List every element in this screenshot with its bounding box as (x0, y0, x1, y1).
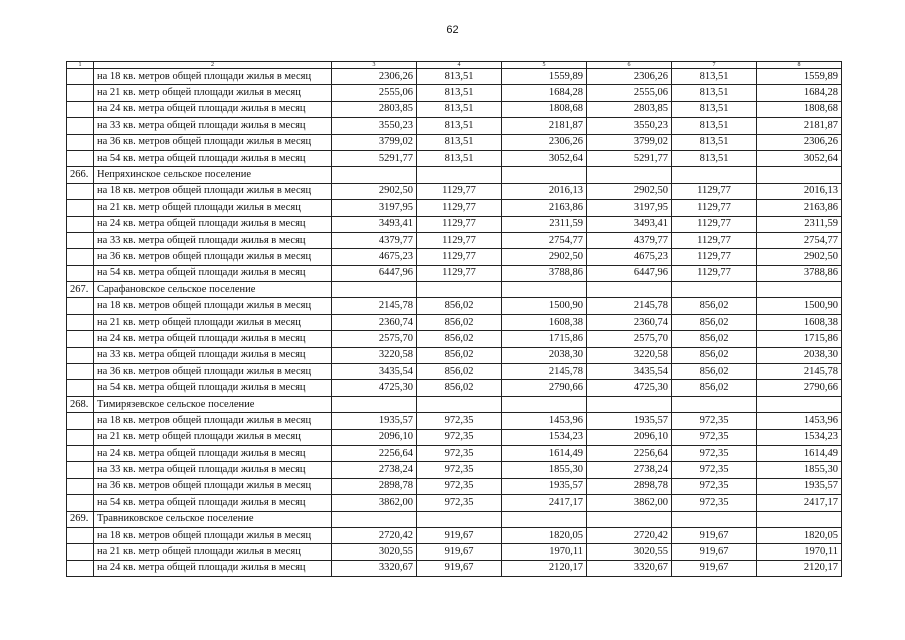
column-number: 3 (332, 62, 417, 69)
value-cell: 1614,49 (502, 445, 587, 461)
value-cell: 2306,26 (502, 134, 587, 150)
value-cell: 972,35 (417, 429, 502, 445)
value-cell: 972,35 (417, 495, 502, 511)
value-cell: 3435,54 (587, 364, 672, 380)
value-cell: 856,02 (417, 347, 502, 363)
value-cell (332, 282, 417, 298)
value-cell: 2555,06 (587, 85, 672, 101)
settlement-row (67, 282, 842, 298)
value-cell: 1970,11 (757, 544, 842, 560)
value-cell (757, 167, 842, 183)
value-cell: 1820,05 (502, 527, 587, 543)
row-number: 269. (67, 511, 94, 527)
value-cell (757, 396, 842, 412)
value-cell (417, 396, 502, 412)
value-cell: 2163,86 (757, 200, 842, 216)
value-cell: 2902,50 (757, 249, 842, 265)
value-cell: 856,02 (672, 314, 757, 330)
value-cell: 2738,24 (587, 462, 672, 478)
row-number (67, 265, 94, 281)
table-row (67, 347, 842, 363)
value-cell: 2145,78 (757, 364, 842, 380)
value-cell: 856,02 (672, 380, 757, 396)
value-cell (672, 282, 757, 298)
value-cell: 1129,77 (417, 216, 502, 232)
settlement-row (67, 167, 842, 183)
value-cell (417, 282, 502, 298)
value-cell: 1559,89 (502, 69, 587, 85)
value-cell: 2360,74 (332, 314, 417, 330)
value-cell: 3788,86 (502, 265, 587, 281)
value-cell: 919,67 (417, 560, 502, 576)
value-cell: 813,51 (417, 101, 502, 117)
row-number (67, 200, 94, 216)
value-cell: 2575,70 (587, 331, 672, 347)
row-number (67, 85, 94, 101)
value-cell: 813,51 (672, 134, 757, 150)
value-cell: 2145,78 (502, 364, 587, 380)
value-cell: 813,51 (417, 134, 502, 150)
value-cell: 1935,57 (502, 478, 587, 494)
value-cell: 6447,96 (332, 265, 417, 281)
table-row (67, 216, 842, 232)
value-cell: 3493,41 (587, 216, 672, 232)
row-number (67, 527, 94, 543)
table-row (67, 462, 842, 478)
value-cell: 972,35 (417, 478, 502, 494)
table-row (67, 265, 842, 281)
row-label: на 54 кв. метра общей площади жилья в месяц (94, 495, 332, 511)
value-cell: 972,35 (672, 495, 757, 511)
value-cell: 919,67 (672, 544, 757, 560)
value-cell: 2555,06 (332, 85, 417, 101)
value-cell (587, 167, 672, 183)
value-cell: 919,67 (417, 527, 502, 543)
value-cell: 1684,28 (757, 85, 842, 101)
value-cell (332, 396, 417, 412)
table-row (67, 183, 842, 199)
value-cell: 972,35 (417, 445, 502, 461)
value-cell: 919,67 (672, 560, 757, 576)
value-cell: 972,35 (672, 413, 757, 429)
value-cell: 972,35 (672, 429, 757, 445)
value-cell: 813,51 (672, 118, 757, 134)
value-cell (672, 396, 757, 412)
value-cell: 1129,77 (417, 200, 502, 216)
value-cell: 3197,95 (332, 200, 417, 216)
row-number (67, 364, 94, 380)
value-cell: 2720,42 (587, 527, 672, 543)
value-cell: 1935,57 (332, 413, 417, 429)
value-cell: 813,51 (417, 69, 502, 85)
row-number (67, 445, 94, 461)
column-number: 2 (94, 62, 332, 69)
row-label: на 18 кв. метров общей площади жилья в месяц (94, 298, 332, 314)
value-cell: 1684,28 (502, 85, 587, 101)
value-cell: 3862,00 (332, 495, 417, 511)
table-row (67, 495, 842, 511)
value-cell: 2803,85 (332, 101, 417, 117)
value-cell: 2898,78 (587, 478, 672, 494)
row-label: на 18 кв. метров общей площади жилья в месяц (94, 413, 332, 429)
table-row (67, 314, 842, 330)
value-cell: 2898,78 (332, 478, 417, 494)
value-cell: 3052,64 (757, 150, 842, 166)
value-cell: 2902,50 (332, 183, 417, 199)
row-number (67, 101, 94, 117)
value-cell: 3550,23 (587, 118, 672, 134)
value-cell: 972,35 (672, 478, 757, 494)
value-cell: 919,67 (672, 527, 757, 543)
value-cell: 1970,11 (502, 544, 587, 560)
value-cell: 1935,57 (587, 413, 672, 429)
value-cell (502, 396, 587, 412)
row-number (67, 134, 94, 150)
value-cell (417, 167, 502, 183)
value-cell: 1608,38 (502, 314, 587, 330)
table-row (67, 298, 842, 314)
value-cell: 919,67 (417, 544, 502, 560)
value-cell: 2311,59 (757, 216, 842, 232)
row-label: на 21 кв. метр общей площади жилья в месяц (94, 314, 332, 330)
column-number: 1 (67, 62, 94, 69)
value-cell (672, 511, 757, 527)
value-cell: 2306,26 (587, 69, 672, 85)
value-cell: 3197,95 (587, 200, 672, 216)
table-row (67, 150, 842, 166)
value-cell (332, 511, 417, 527)
row-number (67, 118, 94, 134)
row-label: на 36 кв. метров общей площади жилья в месяц (94, 134, 332, 150)
row-label: на 54 кв. метра общей площади жилья в месяц (94, 265, 332, 281)
value-cell: 972,35 (417, 413, 502, 429)
table-row (67, 118, 842, 134)
value-cell (757, 511, 842, 527)
value-cell: 1715,86 (757, 331, 842, 347)
value-cell: 1129,77 (417, 232, 502, 248)
row-label: на 24 кв. метра общей площади жилья в месяц (94, 445, 332, 461)
settlement-name: Тимирязевское сельское поселение (94, 396, 332, 412)
value-cell: 1129,77 (672, 265, 757, 281)
value-cell: 2120,17 (502, 560, 587, 576)
value-cell: 813,51 (417, 85, 502, 101)
value-cell: 2306,26 (332, 69, 417, 85)
value-cell: 856,02 (672, 331, 757, 347)
row-number (67, 462, 94, 478)
row-label: на 18 кв. метров общей площади жилья в месяц (94, 527, 332, 543)
row-label: на 36 кв. метров общей площади жилья в месяц (94, 364, 332, 380)
row-number (67, 429, 94, 445)
value-cell: 2145,78 (332, 298, 417, 314)
row-label: на 21 кв. метр общей площади жилья в месяц (94, 85, 332, 101)
value-cell: 2038,30 (757, 347, 842, 363)
row-label: на 33 кв. метра общей площади жилья в месяц (94, 347, 332, 363)
value-cell: 2417,17 (502, 495, 587, 511)
value-cell: 2575,70 (332, 331, 417, 347)
value-cell: 1129,77 (672, 249, 757, 265)
value-cell: 2145,78 (587, 298, 672, 314)
value-cell: 2306,26 (757, 134, 842, 150)
value-cell: 813,51 (672, 150, 757, 166)
settlement-name: Травниковское сельское поселение (94, 511, 332, 527)
value-cell: 2096,10 (587, 429, 672, 445)
value-cell: 4675,23 (332, 249, 417, 265)
column-number: 5 (502, 62, 587, 69)
value-cell: 3799,02 (332, 134, 417, 150)
row-number (67, 314, 94, 330)
value-cell: 1453,96 (502, 413, 587, 429)
value-cell: 1129,77 (672, 200, 757, 216)
row-label: на 21 кв. метр общей площади жилья в месяц (94, 429, 332, 445)
value-cell: 4725,30 (587, 380, 672, 396)
table-row (67, 445, 842, 461)
value-cell: 1500,90 (757, 298, 842, 314)
row-number (67, 347, 94, 363)
value-cell: 3052,64 (502, 150, 587, 166)
value-cell: 1129,77 (417, 249, 502, 265)
value-cell: 2790,66 (502, 380, 587, 396)
value-cell: 2738,24 (332, 462, 417, 478)
value-cell: 1129,77 (417, 183, 502, 199)
table-row (67, 101, 842, 117)
row-number (67, 560, 94, 576)
value-cell: 3220,58 (332, 347, 417, 363)
value-cell: 856,02 (417, 364, 502, 380)
value-cell: 2902,50 (587, 183, 672, 199)
value-cell (672, 167, 757, 183)
value-cell: 813,51 (417, 118, 502, 134)
table-row (67, 413, 842, 429)
table-row (67, 429, 842, 445)
value-cell: 856,02 (672, 364, 757, 380)
value-cell (502, 511, 587, 527)
value-cell: 2902,50 (502, 249, 587, 265)
value-cell: 856,02 (417, 314, 502, 330)
value-cell: 856,02 (417, 331, 502, 347)
value-cell (332, 167, 417, 183)
value-cell: 2163,86 (502, 200, 587, 216)
value-cell: 2754,77 (502, 232, 587, 248)
row-number (67, 183, 94, 199)
row-label: на 21 кв. метр общей площади жилья в месяц (94, 544, 332, 560)
value-cell (502, 282, 587, 298)
value-cell: 972,35 (672, 445, 757, 461)
value-cell: 972,35 (672, 462, 757, 478)
value-cell: 4379,77 (332, 232, 417, 248)
row-number (67, 380, 94, 396)
value-cell: 1453,96 (757, 413, 842, 429)
value-cell: 2720,42 (332, 527, 417, 543)
value-cell: 2096,10 (332, 429, 417, 445)
value-cell: 2311,59 (502, 216, 587, 232)
table-row (67, 380, 842, 396)
table-row (67, 69, 842, 85)
value-cell: 3435,54 (332, 364, 417, 380)
value-cell (502, 167, 587, 183)
value-cell: 2181,87 (502, 118, 587, 134)
value-cell: 5291,77 (332, 150, 417, 166)
row-number (67, 331, 94, 347)
value-cell: 856,02 (672, 298, 757, 314)
value-cell (417, 511, 502, 527)
row-number (67, 495, 94, 511)
table-row (67, 364, 842, 380)
table-row (67, 560, 842, 576)
table-body (67, 62, 842, 577)
row-label: на 54 кв. метра общей площади жилья в месяц (94, 380, 332, 396)
value-cell (587, 282, 672, 298)
value-cell: 4725,30 (332, 380, 417, 396)
value-cell: 813,51 (672, 69, 757, 85)
value-cell: 2256,64 (332, 445, 417, 461)
value-cell: 1500,90 (502, 298, 587, 314)
value-cell: 813,51 (417, 150, 502, 166)
value-cell: 3320,67 (587, 560, 672, 576)
table-row (67, 134, 842, 150)
table-row (67, 478, 842, 494)
value-cell: 2016,13 (502, 183, 587, 199)
value-cell: 1614,49 (757, 445, 842, 461)
table-row (67, 85, 842, 101)
value-cell: 1534,23 (757, 429, 842, 445)
value-cell: 1808,68 (502, 101, 587, 117)
row-label: на 36 кв. метров общей площади жилья в месяц (94, 478, 332, 494)
row-number (67, 249, 94, 265)
settlement-row (67, 396, 842, 412)
value-cell: 2754,77 (757, 232, 842, 248)
row-label: на 24 кв. метра общей площади жилья в месяц (94, 331, 332, 347)
row-label: на 33 кв. метра общей площади жилья в месяц (94, 118, 332, 134)
value-cell: 3220,58 (587, 347, 672, 363)
table-row (67, 232, 842, 248)
value-cell: 2181,87 (757, 118, 842, 134)
settlement-row (67, 511, 842, 527)
page-number: 62 (446, 24, 459, 36)
value-cell: 2417,17 (757, 495, 842, 511)
value-cell: 3550,23 (332, 118, 417, 134)
row-label: на 18 кв. метров общей площади жилья в месяц (94, 69, 332, 85)
row-number (67, 232, 94, 248)
value-cell: 972,35 (417, 462, 502, 478)
value-cell: 856,02 (672, 347, 757, 363)
row-number (67, 69, 94, 85)
column-number: 6 (587, 62, 672, 69)
row-label: на 24 кв. метра общей площади жилья в месяц (94, 216, 332, 232)
value-cell (587, 396, 672, 412)
value-cell: 6447,96 (587, 265, 672, 281)
row-label: на 33 кв. метра общей площади жилья в месяц (94, 462, 332, 478)
table-row (67, 249, 842, 265)
value-cell: 813,51 (672, 85, 757, 101)
row-label: на 24 кв. метра общей площади жилья в месяц (94, 101, 332, 117)
value-cell: 1855,30 (757, 462, 842, 478)
table-row (67, 544, 842, 560)
value-cell: 4379,77 (587, 232, 672, 248)
value-cell: 3493,41 (332, 216, 417, 232)
row-label: на 54 кв. метра общей площади жилья в месяц (94, 150, 332, 166)
tariff-table (66, 61, 842, 577)
column-number-row (67, 62, 842, 69)
value-cell: 2360,74 (587, 314, 672, 330)
table-row (67, 527, 842, 543)
value-cell: 856,02 (417, 298, 502, 314)
value-cell: 3320,67 (332, 560, 417, 576)
table-row (67, 331, 842, 347)
value-cell: 2038,30 (502, 347, 587, 363)
value-cell: 4675,23 (587, 249, 672, 265)
value-cell: 1129,77 (672, 216, 757, 232)
value-cell: 5291,77 (587, 150, 672, 166)
value-cell: 3862,00 (587, 495, 672, 511)
row-number (67, 478, 94, 494)
value-cell: 1608,38 (757, 314, 842, 330)
value-cell: 1129,77 (417, 265, 502, 281)
row-label: на 33 кв. метра общей площади жилья в месяц (94, 232, 332, 248)
value-cell: 3788,86 (757, 265, 842, 281)
settlement-name: Сарафановское сельское поселение (94, 282, 332, 298)
value-cell: 1559,89 (757, 69, 842, 85)
value-cell: 2256,64 (587, 445, 672, 461)
value-cell (587, 511, 672, 527)
row-label: на 24 кв. метра общей площади жилья в месяц (94, 560, 332, 576)
value-cell: 1808,68 (757, 101, 842, 117)
value-cell: 1820,05 (757, 527, 842, 543)
row-number (67, 150, 94, 166)
row-number: 268. (67, 396, 94, 412)
value-cell: 1129,77 (672, 232, 757, 248)
value-cell: 813,51 (672, 101, 757, 117)
value-cell: 1855,30 (502, 462, 587, 478)
row-label: на 18 кв. метров общей площади жилья в месяц (94, 183, 332, 199)
value-cell: 1935,57 (757, 478, 842, 494)
settlement-name: Непряхинское сельское поселение (94, 167, 332, 183)
value-cell (757, 282, 842, 298)
value-cell: 3799,02 (587, 134, 672, 150)
value-cell: 2016,13 (757, 183, 842, 199)
value-cell: 2120,17 (757, 560, 842, 576)
row-label: на 21 кв. метр общей площади жилья в месяц (94, 200, 332, 216)
row-number: 267. (67, 282, 94, 298)
column-number: 8 (757, 62, 842, 69)
column-number: 4 (417, 62, 502, 69)
value-cell: 1129,77 (672, 183, 757, 199)
value-cell: 3020,55 (587, 544, 672, 560)
row-number (67, 298, 94, 314)
row-number (67, 544, 94, 560)
value-cell: 1534,23 (502, 429, 587, 445)
table-row (67, 200, 842, 216)
row-number (67, 216, 94, 232)
row-number: 266. (67, 167, 94, 183)
row-number (67, 413, 94, 429)
column-number: 7 (672, 62, 757, 69)
value-cell: 856,02 (417, 380, 502, 396)
value-cell: 2790,66 (757, 380, 842, 396)
row-label: на 36 кв. метров общей площади жилья в месяц (94, 249, 332, 265)
value-cell: 1715,86 (502, 331, 587, 347)
value-cell: 2803,85 (587, 101, 672, 117)
value-cell: 3020,55 (332, 544, 417, 560)
